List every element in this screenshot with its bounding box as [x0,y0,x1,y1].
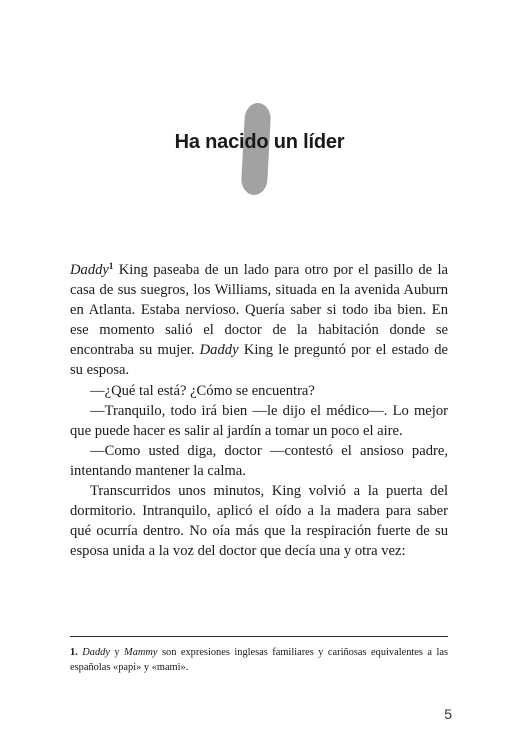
paragraph-3: —Tranquilo, todo irá bien —le dijo el médico—. Lo mejor que puede hacer es salir al jardín a tomar un poco el aire. [70,402,448,439]
paragraph-5: Transcurridos unos minutos, King volvió a la puerta del dormitorio. Intranquilo, aplicó el oído a la madera para saber qué ocurría dentro. No oía más que la respiración fuerte de su esposa unida a la voz del doctor que decía una y otra vez: [70,483,448,560]
paragraph-1-emphasis-2: Daddy [199,342,239,359]
footnote-reference: 1 [108,261,114,271]
paragraph-1-text: King paseaba de un lado para otro por el pasillo de la casa de sus suegros, los Williams, situada en la avenida Auburn en Atlanta. Estaba nervioso. Quería saber si todo iba bien. En ese momento salió el doctor de la habitación donde se encontraba su mujer. [70,262,448,359]
footnote-divider [70,636,448,637]
footnote-term-1: Daddy [82,647,110,658]
footnote-text: son expresiones inglesas familiares y cariñosas equivalentes a las españolas «papi» y «mami». [70,647,448,673]
paragraph-2: —¿Qué tal está? ¿Cómo se encuentra? [90,382,315,399]
footnote-term-2: Mammy [124,647,158,658]
footnote-conjunction: y [109,647,125,658]
body-text [70,260,448,561]
chapter-title: Ha nacido un líder [174,131,345,153]
footnote-number: 1. [70,647,78,658]
paragraph-1-text-2: King le preguntó por el estado de su esposa. [70,342,448,379]
page-number: 5 [444,706,452,722]
paragraph-1 [70,260,448,381]
footnote [70,645,448,675]
paragraph-4: —Como usted diga, doctor —contestó el ansioso padre, intentando mantener la calma. [70,442,448,479]
paragraph-1-emphasis: Daddy [70,262,109,278]
